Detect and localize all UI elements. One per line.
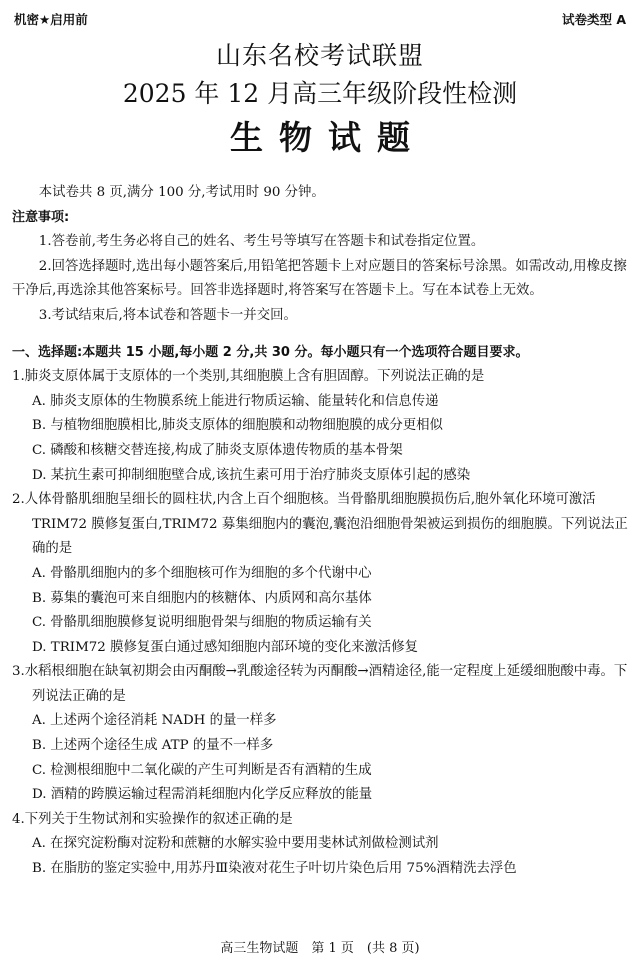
page-header <box>14 10 626 28</box>
confidential-label: 机密★启用前 <box>14 12 88 27</box>
question-stem: 4.下列关于生物试剂和实验操作的叙述正确的是 <box>12 811 293 827</box>
question-stem: 2.人体骨骼肌细胞呈细长的圆柱状,内含上百个细胞核。当骨骼肌细胞膜损伤后,胞外氧化环境可激活 TRIM72 膜修复蛋白,TRIM72 募集细胞内的囊泡,囊泡沿细胞骨架被运到损伤的细胞膜。下列说法正确的是 <box>12 492 628 557</box>
question-option: C. 检测根细胞中二氧化碳的产生可判断是否有酒精的生成 <box>32 762 372 778</box>
question-option: D. 酒精的跨膜运输过程需消耗细胞内化学反应释放的能量 <box>32 787 373 803</box>
question <box>12 365 632 488</box>
question-option: A. 骨骼肌细胞内的多个细胞核可作为细胞的多个代谢中心 <box>32 565 372 581</box>
exam-organizer-title: 山东名校考试联盟 <box>215 41 424 70</box>
question-stem: 3.水稻根细胞在缺氧初期会由丙酮酸→乳酸途径转为丙酮酸→酒精途径,能一定程度上延缓细胞酸中毒。下列说法正确的是 <box>12 664 628 704</box>
intro-text: 本试卷共 8 页,满分 100 分,考试用时 90 分钟。 <box>38 185 325 200</box>
question <box>12 488 632 660</box>
question-option: B. 在脂肪的鉴定实验中,用苏丹Ⅲ染液对花生子叶切片染色后用 75%酒精洗去浮色 <box>32 861 517 877</box>
note-item: 1.答卷前,考生务必将自己的姓名、考生号等填写在答题卡和试卷指定位置。 <box>38 234 485 250</box>
question-option: A. 肺炎支原体的生物膜系统上能进行物质运输、能量转化和信息传递 <box>32 393 439 409</box>
paper-type-label: 试卷类型 A <box>561 12 626 27</box>
question-stem: 1.肺炎支原体属于支原体的一个类别,其细胞膜上含有胆固醇。下列说法正确的是 <box>12 369 485 385</box>
question-option: D. 某抗生素可抑制细胞壁合成,该抗生素可用于治疗肺炎支原体引起的感染 <box>32 467 471 483</box>
page-footer: 高三生物试题 第 1 页 (共 8 页) <box>220 941 420 956</box>
notes-heading: 注意事项: <box>12 209 70 225</box>
exam-session-title: 2025 年 12 月高三年级阶段性检测 <box>122 79 518 108</box>
subject-title: 生物试题 <box>230 118 426 157</box>
question-option: B. 与植物细胞膜相比,肺炎支原体的细胞膜和动物细胞膜的成分更相似 <box>32 418 443 434</box>
note-item: 2.回答选择题时,选出每小题答案后,用铅笔把答题卡上对应题目的答案标号涂黑。如需改动,用橡皮擦干净后,再选涂其他答案标号。回答非选择题时,将答案写在答题卡上。写在本试卷上无效。 <box>12 258 627 299</box>
question-option: A. 在探究淀粉酶对淀粉和蔗糖的水解实验中要用斐林试剂做检测试剂 <box>32 836 439 852</box>
question <box>12 808 632 882</box>
question-option: A. 上述两个途径消耗 NADH 的量一样多 <box>32 713 277 729</box>
question-option: C. 磷酸和核糖交替连接,构成了肺炎支原体遗传物质的基本骨架 <box>32 442 403 458</box>
exam-body <box>12 181 632 882</box>
section-heading: 一、选择题:本题共 15 小题,每小题 2 分,共 30 分。每小题只有一个选项符合题目要求。 <box>12 344 529 360</box>
question-option: B. 募集的囊泡可来自细胞内的核糖体、内质网和高尔基体 <box>32 590 372 606</box>
question-option: D. TRIM72 膜修复蛋白通过感知细胞内部环境的变化来激活修复 <box>32 639 419 655</box>
question <box>12 660 632 808</box>
question-option: C. 骨骼肌细胞膜修复说明细胞骨架与细胞的物质运输有关 <box>32 615 372 631</box>
question-option: B. 上述两个途径生成 ATP 的量不一样多 <box>32 738 274 754</box>
note-item: 3.考试结束后,将本试卷和答题卡一并交回。 <box>38 307 297 323</box>
